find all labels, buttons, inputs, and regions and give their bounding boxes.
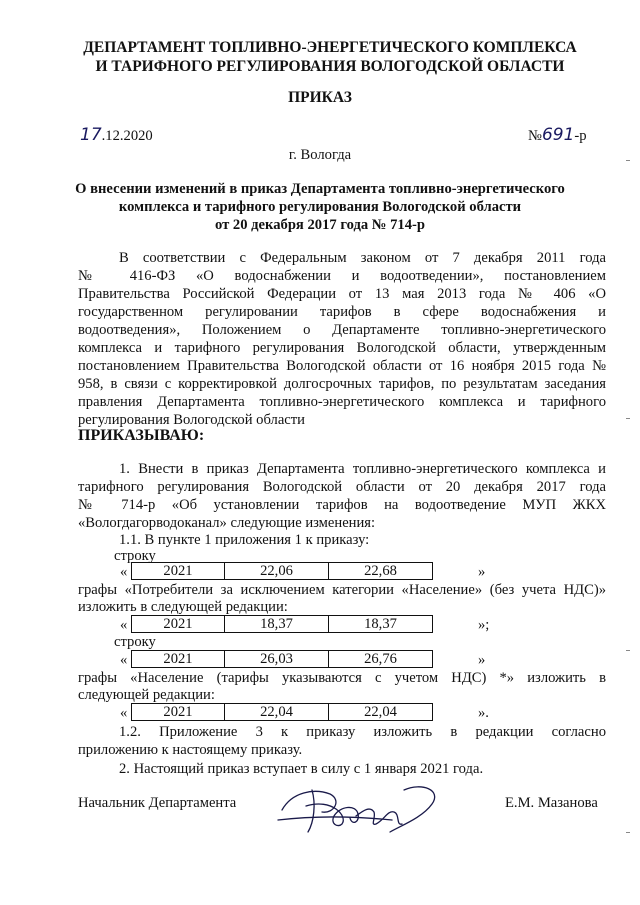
value-cell-1: 22,06 bbox=[225, 563, 329, 580]
value-cell-2: 18,37 bbox=[329, 616, 433, 633]
value-cell-1: 26,03 bbox=[225, 651, 329, 668]
preamble-line5: водоотведения», Положением о Департаменте топливно-энергетического bbox=[78, 322, 606, 338]
preamble-line2: № 416-ФЗ «О водоснабжении и водоотведении», постановлением bbox=[78, 268, 606, 284]
document-type: ПРИКАЗ bbox=[288, 89, 352, 106]
preamble-line7: постановлением Правительства Вологодской области от 16 ноября 2015 года № bbox=[78, 358, 606, 374]
close-quote-3: » bbox=[478, 652, 486, 668]
item1-line1: 1. Внести в приказ Департамента топливно-энергетического комплекса и bbox=[119, 461, 606, 477]
open-quote-3: « bbox=[120, 652, 128, 668]
open-quote-1: « bbox=[120, 564, 128, 580]
item1-1: 1.1. В пункте 1 приложения 1 к приказу: bbox=[119, 532, 370, 548]
department-name-line2: И ТАРИФНОГО РЕГУЛИРОВАНИЯ ВОЛОГОДСКОЙ ОБЛАСТИ bbox=[95, 58, 565, 75]
subject-line2: комплекса и тарифного регулирования Вологодской области bbox=[118, 199, 522, 215]
order-date bbox=[80, 126, 153, 145]
close-quote-4: ». bbox=[478, 705, 489, 721]
number-suffix: -р bbox=[574, 128, 587, 144]
item1-line2: тарифного регулирования Вологодской области от 20 декабря 2017 года bbox=[78, 479, 606, 495]
preamble-line9: правления Департамента топливно-энергетического комплекса и тарифного bbox=[78, 394, 606, 410]
preamble-line1: В соответствии с Федеральным законом от 7 декабря 2011 года bbox=[119, 250, 606, 266]
open-quote-2: « bbox=[120, 617, 128, 633]
order-number bbox=[528, 126, 587, 145]
word-row-1: строку bbox=[114, 548, 156, 564]
year-cell: 2021 bbox=[132, 651, 225, 668]
tariff-row-4 bbox=[131, 703, 433, 721]
item1-2-line2: приложению к настоящему приказу. bbox=[78, 742, 303, 758]
subject-line1: О внесении изменений в приказ Департамента топливно-энергетического bbox=[75, 181, 565, 197]
value-cell-1: 22,04 bbox=[225, 704, 329, 721]
scan-mark bbox=[626, 160, 630, 161]
close-quote-1: » bbox=[478, 564, 486, 580]
value-cell-1: 18,37 bbox=[225, 616, 329, 633]
open-quote-4: « bbox=[120, 705, 128, 721]
order-word: ПРИКАЗЫВАЮ: bbox=[78, 427, 205, 444]
handwritten-signature bbox=[272, 770, 452, 840]
year-cell: 2021 bbox=[132, 704, 225, 721]
graph1-line1: графы «Потребители за исключением категории «Население» (без учета НДС)» bbox=[78, 582, 606, 598]
signatory-name: Е.М. Мазанова bbox=[505, 795, 598, 811]
value-cell-2: 22,68 bbox=[329, 563, 433, 580]
graph1-line2: изложить в следующей редакции: bbox=[78, 599, 288, 615]
subject-line3: от 20 декабря 2017 года № 714-р bbox=[215, 217, 425, 233]
scan-mark bbox=[626, 832, 630, 833]
preamble-line10: регулирования Вологодской области bbox=[78, 412, 305, 428]
department-name-line1: ДЕПАРТАМЕНТ ТОПЛИВНО-ЭНЕРГЕТИЧЕСКОГО КОМПЛЕКСА bbox=[83, 39, 577, 56]
preamble-line4: государственном регулировании тарифов в сфере водоснабжения и bbox=[78, 304, 606, 320]
item1-line4: «Вологдагорводоканал» следующие изменения: bbox=[78, 515, 376, 531]
scan-mark bbox=[626, 418, 630, 419]
date-rest: .12.2020 bbox=[101, 128, 153, 144]
graph2-line1: графы «Население (тарифы указываются с учетом НДС) *» изложить в bbox=[78, 670, 606, 686]
graph2-line2: следующей редакции: bbox=[78, 687, 215, 703]
word-row-2: строку bbox=[114, 634, 156, 650]
signatory-position: Начальник Департамента bbox=[78, 795, 237, 811]
preamble-line8: 958, в связи с корректировкой долгосрочных тарифов, по результатам заседания bbox=[78, 376, 606, 392]
number-sign: № bbox=[528, 128, 542, 144]
scan-mark bbox=[626, 650, 630, 651]
item2: 2. Настоящий приказ вступает в силу с 1 января 2021 года. bbox=[119, 761, 484, 777]
item1-2-line1: 1.2. Приложение 3 к приказу изложить в редакции согласно bbox=[119, 724, 606, 740]
value-cell-2: 22,04 bbox=[329, 704, 433, 721]
value-cell-2: 26,76 bbox=[329, 651, 433, 668]
item1-line3: № 714-р «Об установлении тарифов на водоотведение МУП ЖКХ bbox=[78, 497, 606, 513]
tariff-row-1 bbox=[131, 562, 433, 580]
preamble-line3: Правительства Российской Федерации от 13 мая 2013 года № 406 «О bbox=[78, 286, 606, 302]
tariff-row-2 bbox=[131, 615, 433, 633]
handwritten-number: 691 bbox=[541, 125, 575, 145]
close-quote-2: »; bbox=[478, 617, 490, 633]
preamble-line6: комплекса и тарифного регулирования Вологодской области, утвержденным bbox=[78, 340, 606, 356]
tariff-row-3 bbox=[131, 650, 433, 668]
year-cell: 2021 bbox=[132, 616, 225, 633]
city: г. Вологда bbox=[288, 147, 352, 163]
year-cell: 2021 bbox=[132, 563, 225, 580]
handwritten-day: 17 bbox=[80, 125, 102, 145]
